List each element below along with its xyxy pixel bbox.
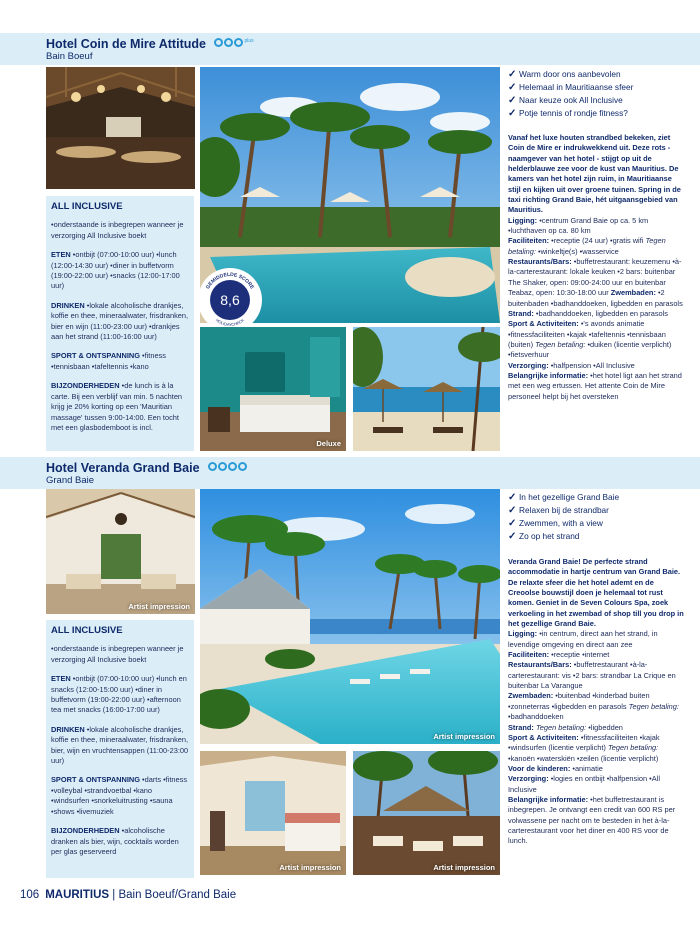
hotel1-location: Bain Boeuf — [46, 51, 93, 62]
hotel2-location: Grand Baie — [46, 475, 95, 486]
check-icon: ✓ — [508, 69, 517, 80]
hotel2-pool-caption: Artist impression — [433, 732, 495, 741]
check-icon: ✓ — [508, 505, 517, 516]
highlight-item: ✓ In het gezellige Grand Baie — [508, 492, 620, 503]
footer-separator: | — [109, 889, 119, 901]
ai-sport: SPORT & ONTSPANNING •darts •fitness •volleybal •strandvoetbal •kano •windsurfen •snorkeluitrusting •sauna •shows •livemuziek — [51, 775, 188, 816]
hotel2-room-photo — [200, 751, 346, 875]
highlight-item: ✓ Zwemmen, with a view — [508, 518, 603, 529]
ai-intro: •onderstaande is inbegrepen wanneer je verzorging All Inclusive boekt — [51, 220, 184, 240]
check-icon: ✓ — [508, 492, 517, 503]
hotel1-room-photo — [200, 327, 346, 451]
highlight-item: ✓ Relaxen bij de strandbar — [508, 505, 609, 516]
hotel1-header — [0, 33, 700, 65]
hotel2-description: Veranda Grand Baie! De perfecte strand accommodatie in hartje centrum van Grand Baie. De relaxte sfeer die het hotel ademt en de Creoolse bouwstijl doen je helemaal tot rust komen. Geniet in de Seven Colours Spa, zoek verkoeling in het zwembad of shop till you drop in het gezellige Grand Baie. Ligging: •in centrum, direct aan het strand, in levendige omgeving en direct aan zee Faciliteiten: •receptie •internet Restaurants/Bars: •buffetrestaurant •à-la-carterestaurant: vis •2 bars: strandbar La Crique en buitenbar La Varangue Zwembaden: •buitenbad •kinderbad buiten •zonneterras •ligbedden en parasols Tegen betaling: •badhanddoeken Strand: Tegen betaling: •ligbedden Sport & Activiteiten: •fitnessfaciliteiten •kajak •windsurfen (licentie verplicht) Tegen betaling: •kanoën •waterskiën •zeilen (licentie verplicht) Voor de kinderen: •animatie Verzorging: •logies en ontbijt •halfpension •All Inclusive Belangrijke informatie: •het buffetrestaurant is inbegrepen. Je ontvangt een credit van 600 RS per volwassene per nacht om te besteden in het à-la-carterestaurant voor het diner en 400 RS voor de lunch. — [508, 557, 684, 846]
ai-drinken: DRINKEN •lokale alcoholische drankjes, koffie en thee, mineraalwater, frisdranken, bier en wijn (11:00-23:00 uur) •drankjes aan het strand (11:00-16:00 uur) — [51, 300, 189, 342]
ai-eten: ETEN •ontbijt (07:00-10:00 uur) •lunch en snacks (12:00-15:00 uur) •diner in buffetvorm (19:00-22:00 uur) •afternoon tea met snacks (16:00-17:00 uur) — [51, 674, 187, 715]
footer-region: Bain Boeuf/Grand Baie — [118, 889, 237, 901]
hotel1-restaurant-photo — [46, 67, 195, 189]
ai-sport: SPORT & ONTSPANNING •fitness •tennisbaan •tafeltennis •kano — [51, 351, 166, 371]
hotel1-room-caption: Deluxe — [316, 439, 341, 448]
rating-value: 8,6 — [210, 280, 250, 320]
check-icon: ✓ — [508, 82, 517, 93]
footer-country: MAURITIUS — [45, 889, 110, 901]
hotel1-description: Vanaf het luxe houten strandbed bekeken, ziet Coin de Mire er indrukwekkend uit. Deze rots - naamgever van het hotel - stijgt op uit de helderblauwe zee voor de kust van Mauritius. De kamers van het hotel zijn ruim, in Mauritiaanse stijl en kijken uit over groene tuinen. Spring in de taxi richting Grand Baie, hét uitgaansgebied van Mauritius. Ligging: •centrum Grand Baie op ca. 5 km •luchthaven op ca. 80 km Faciliteiten: •receptie (24 uur) •gratis wifi Tegen betaling: •winkeltje(s) •wasservice Restaurants/Bars: •buffetrestaurant: keuzemenu •à-la-carterestaurant: lokale keuken •2 bars: buitenbar The Shaker, open: 09:00-24:00 uur en buitenbar Teabaz, open: 10:30-18:00 uur Zwembaden: •2 buitenbaden •badhanddoeken, ligbedden en parasols Strand: •badhanddoeken, ligbedden en parasols Sport & Activiteiten: •'s avonds animatie •fitnessfaciliteiten •kajak •tafeltennis •tennisbaan (buiten) Tegen betaling: •duiken (licentie verplicht) •fietsverhuur Verzorging: •halfpension •All Inclusive Belangrijke informatie: •het hotel ligt aan het strand met een weg ertussen. Het attente Coin de Mire personeel helpt bij het oversteken — [508, 133, 683, 401]
hotel2-highlights — [508, 491, 619, 543]
highlight-item: ✓ Potje tennis of rondje fitness? — [508, 108, 628, 119]
hotel1-all-inclusive-box — [46, 196, 194, 451]
hotel2-all-inclusive-box — [46, 620, 194, 878]
hotel2-lobby-photo — [46, 489, 195, 614]
stars-plus-label: plus — [244, 38, 254, 44]
hotel2-restaurant-photo — [353, 751, 500, 875]
highlight-item: ✓ Helemaal in Mauritiaanse sfeer — [508, 82, 634, 93]
all-inclusive-title: ALL INCLUSIVE — [51, 201, 123, 212]
rating-label-bottom: HOLIDAYCHECK — [214, 317, 246, 328]
ai-drinken: DRINKEN •lokale alcoholische drankjes, koffie en thee, mineraalwater, frisdranken, bier, wijn en vruchtensappen (11:00-23:00 uur) — [51, 724, 189, 766]
star-rating-icon — [208, 462, 247, 471]
highlight-item: ✓ Zo op het strand — [508, 531, 580, 542]
hotel2-pool-photo — [200, 489, 500, 744]
rating-label-top: GEMIDDELDE SCORE — [205, 271, 255, 291]
check-icon: ✓ — [508, 95, 517, 106]
hotel2-restaurant-caption: Artist impression — [433, 863, 495, 872]
hotel2-lobby-caption: Artist impression — [128, 602, 190, 611]
ai-eten: ETEN •ontbijt (07:00-10:00 uur) •lunch (12:00-14:30 uur) •diner in buffetvorm (19:00-22:00 uur) •snacks (12:00-17:00 uur) — [51, 250, 180, 291]
hotel2-room-caption: Artist impression — [279, 863, 341, 872]
highlight-item: ✓ Naar keuze ook All Inclusive — [508, 95, 623, 106]
ai-bijzonderheden: BIJZONDERHEDEN •alcoholische dranken als bier, wijn, cocktails worden per glas geserveerd — [51, 826, 179, 856]
check-icon: ✓ — [508, 531, 517, 542]
page-number: 106 — [20, 889, 40, 901]
rating-badge — [198, 268, 262, 332]
hotel2-header — [0, 457, 700, 489]
hotel1-name: Hotel Coin de Mire Attitude — [46, 37, 206, 51]
highlight-item: ✓ Warm door ons aanbevolen — [508, 69, 621, 80]
star-rating-icon — [214, 38, 243, 47]
hotel2-title — [46, 461, 247, 475]
ai-bijzonderheden: BIJZONDERHEDEN •de lunch is à la carte. Bij een verblijf van min. 5 nachten krijg je 20% korting op een 'Mauritian massage' tussen 9:00-14:00. Een tocht met een glasbodemboot is incl. — [51, 381, 183, 432]
check-icon: ✓ — [508, 108, 517, 119]
hotel1-beach-photo — [353, 327, 500, 451]
hotel1-highlights — [508, 68, 633, 120]
hotel2-name: Hotel Veranda Grand Baie — [46, 461, 200, 475]
ai-intro: •onderstaande is inbegrepen wanneer je verzorging All Inclusive boekt — [51, 644, 184, 664]
all-inclusive-title: ALL INCLUSIVE — [51, 625, 123, 636]
check-icon: ✓ — [508, 518, 517, 529]
page-footer — [20, 889, 236, 901]
hotel1-title — [46, 37, 254, 51]
